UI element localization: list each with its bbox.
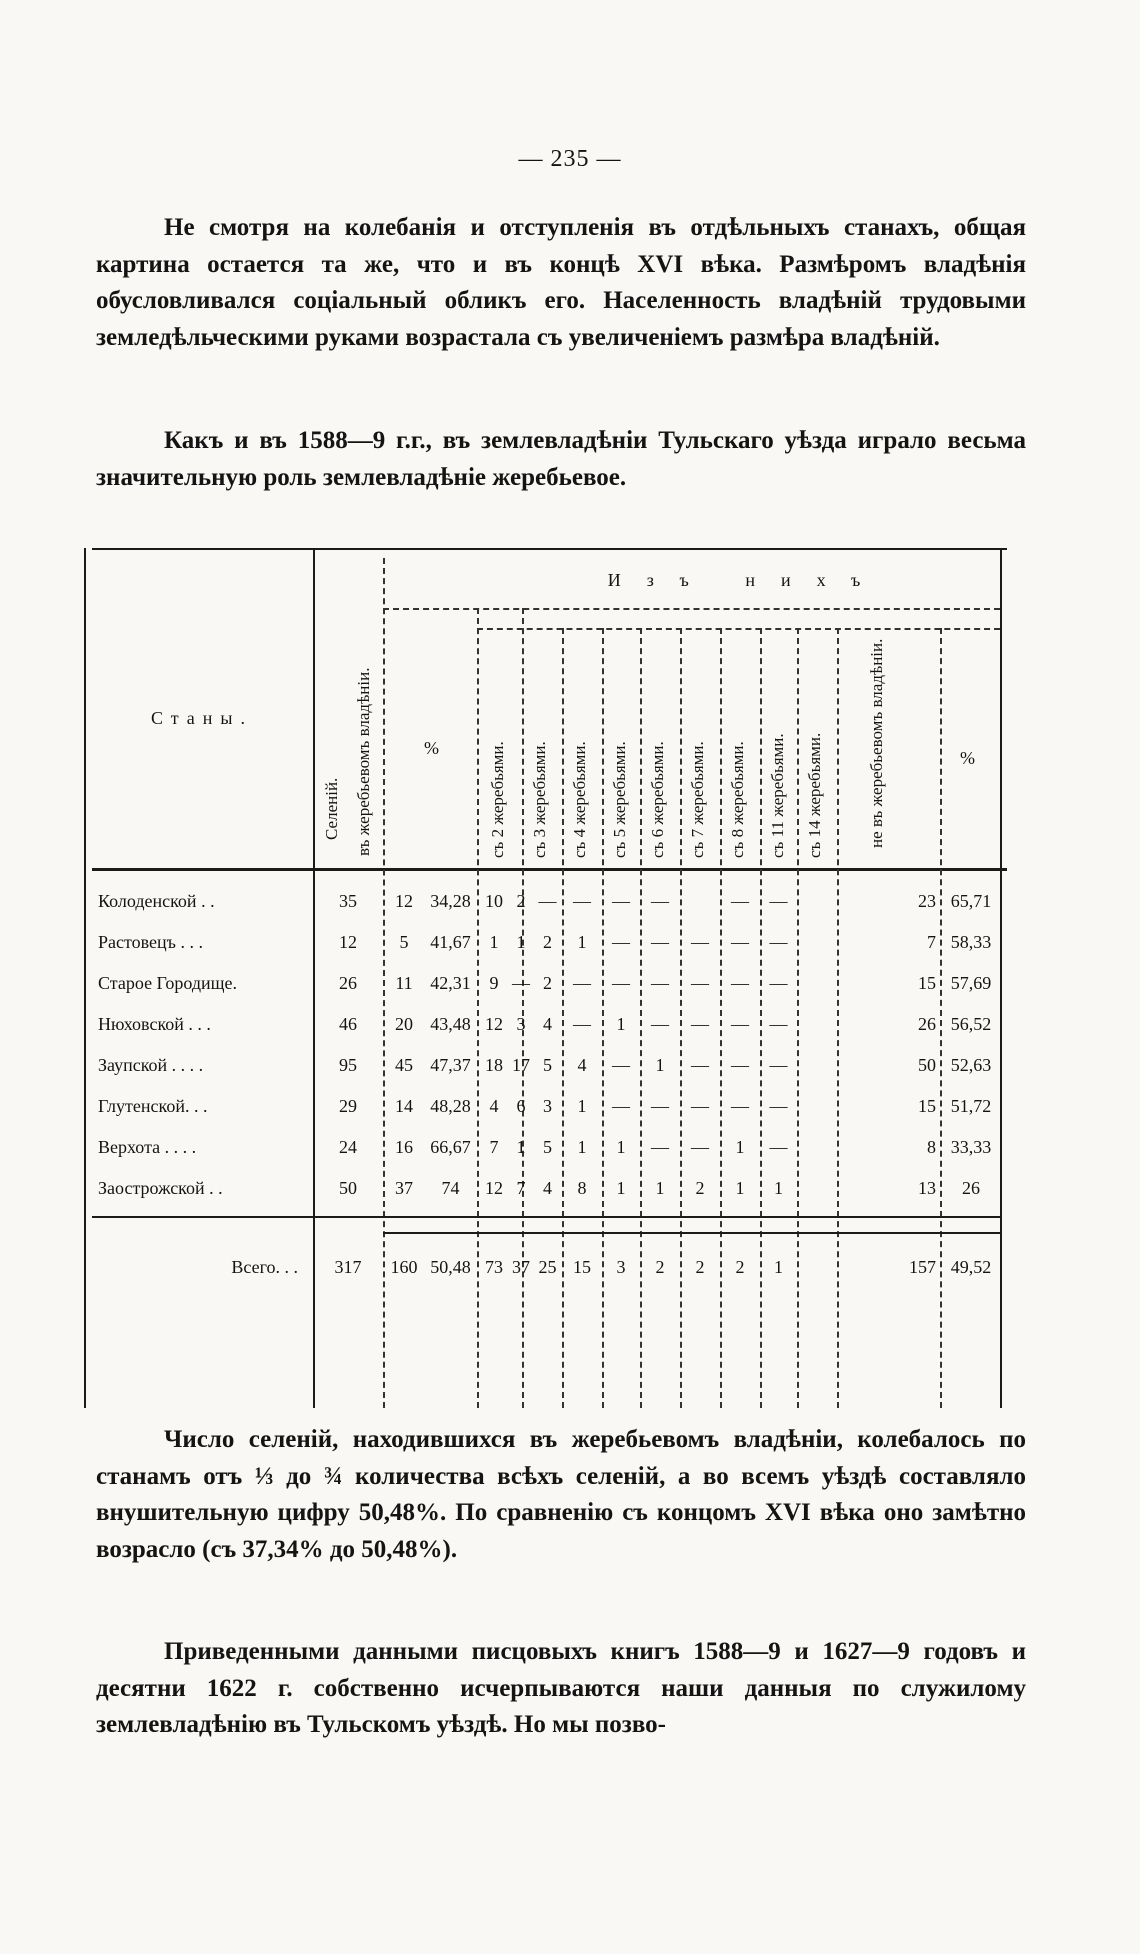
cell-pct: 50,48: [430, 1257, 471, 1277]
cell-ne-v: 8: [927, 1137, 936, 1157]
cell-selenii: 26: [339, 973, 357, 993]
cell-selenii: 50: [339, 1178, 357, 1198]
cell-s14: —: [769, 1137, 788, 1157]
cell-s7: —: [651, 932, 669, 952]
cell-s3: 2: [516, 891, 526, 911]
cell-s5: 15: [573, 1257, 591, 1277]
cell-s6: —: [612, 891, 630, 911]
cell-selenii: 95: [339, 1055, 357, 1075]
cell-s2: 12: [485, 1178, 503, 1198]
header-pct: %: [424, 738, 439, 758]
cell-s5: —: [573, 1014, 591, 1034]
cell-s7: —: [651, 891, 669, 911]
header-s4: съ 4 жеребьями.: [570, 741, 589, 858]
row-name: Старое Городище.: [98, 973, 237, 993]
paragraph-2: [96, 423, 1026, 496]
paragraph-2-text: Какъ и въ 1588—9 г.г., въ землевладѣніи Тульскаго уѣзда играло весьма значительную роль землевладѣніе жеребьевое.: [96, 427, 1026, 491]
cell-ne-v: 157: [909, 1257, 936, 1277]
header-stany: Станы.: [150, 708, 254, 728]
header-s5: съ 5 жеребьями.: [610, 741, 629, 858]
cell-s8: —: [691, 932, 709, 952]
cell-pct2: 51,72: [950, 1096, 992, 1116]
cell-s3: 7: [516, 1178, 526, 1198]
header-s8: съ 8 жеребьями.: [728, 741, 747, 858]
header-group: Изъ нихъ: [607, 570, 887, 590]
cell-s7: —: [651, 1096, 669, 1116]
cell-s5: 8: [577, 1178, 587, 1198]
cell-s4: 2: [543, 973, 552, 993]
cell-s5: 1: [577, 932, 587, 952]
cell-s8: 2: [695, 1178, 705, 1198]
header-s7: съ 7 жеребьями.: [688, 741, 707, 858]
cell-s5: 1: [577, 1096, 587, 1116]
header-s6: съ 6 жеребьями.: [648, 741, 667, 858]
cell-pct: 66,67: [430, 1137, 471, 1157]
cell-s4: 5: [543, 1137, 552, 1157]
paragraph-4: [96, 1634, 1026, 1744]
cell-s2: 1: [489, 932, 499, 952]
cell-s11: 2: [735, 1257, 745, 1277]
cell-s2: 12: [485, 1014, 503, 1034]
cell-s6: —: [612, 973, 630, 993]
cell-zhereb: 14: [395, 1096, 413, 1116]
cell-s14: —: [769, 1055, 788, 1075]
cell-s5: 4: [577, 1055, 587, 1075]
table-row: [92, 923, 1007, 961]
cell-s11: —: [731, 1014, 749, 1034]
cell-pct: 34,28: [430, 891, 471, 911]
cell-pct: 41,67: [430, 932, 471, 952]
cell-pct: 74: [441, 1178, 460, 1198]
paragraph-4-text: Приведенными данными писцовыхъ книгъ 1588—9 и 1627—9 годовъ и десятни 1622 г. собственно исчерпываются наши данныя по служилому землевладѣнію въ Тульскомъ уѣздѣ. Но мы позво-: [96, 1638, 1026, 1738]
cell-s5: —: [573, 891, 591, 911]
cell-selenii: 12: [339, 932, 357, 952]
cell-s2: 73: [485, 1257, 503, 1277]
row-name: Заострожской . .: [98, 1178, 223, 1198]
cell-ne-v: 26: [918, 1014, 936, 1034]
table-total-row: [92, 1248, 1007, 1286]
cell-s8: —: [691, 1055, 709, 1075]
cell-pct: 42,31: [430, 973, 471, 993]
cell-s3: 17: [512, 1055, 530, 1075]
page-number: — 235 —: [518, 146, 622, 172]
cell-pct2: 58,33: [950, 932, 992, 952]
cell-s14: —: [769, 1014, 788, 1034]
cell-ne-v: 23: [918, 891, 936, 911]
row-name: Верхота . . . .: [98, 1137, 197, 1157]
cell-s3: —: [512, 973, 530, 993]
cell-s11: —: [731, 1055, 749, 1075]
cell-selenii: 24: [339, 1137, 357, 1157]
row-name: Заупской . . . .: [98, 1055, 204, 1075]
cell-s4: —: [538, 891, 557, 911]
cell-s11: 1: [735, 1137, 745, 1157]
cell-zhereb: 11: [395, 973, 413, 993]
cell-s6: —: [612, 1055, 630, 1075]
cell-s6: 1: [616, 1137, 626, 1157]
cell-s14: —: [769, 1096, 788, 1116]
cell-zhereb: 37: [395, 1178, 413, 1198]
cell-s7: —: [651, 1014, 669, 1034]
cell-s6: —: [612, 932, 630, 952]
cell-pct2: 33,33: [950, 1137, 992, 1157]
cell-pct2: 56,52: [950, 1014, 992, 1034]
cell-pct2: 52,63: [950, 1055, 992, 1075]
paragraph-1: [96, 210, 1026, 356]
cell-s7: 1: [655, 1055, 665, 1075]
cell-selenii: 317: [334, 1257, 362, 1277]
cell-s7: 2: [655, 1257, 665, 1277]
cell-zhereb: 20: [395, 1014, 413, 1034]
data-table: [92, 548, 1007, 1408]
cell-s11: —: [731, 1096, 749, 1116]
cell-s2: 10: [485, 891, 503, 911]
cell-pct: 48,28: [430, 1096, 471, 1116]
cell-s11: —: [731, 973, 749, 993]
cell-s3: 37: [512, 1257, 530, 1277]
paragraph-3: [96, 1422, 1026, 1568]
cell-s4: 5: [543, 1055, 552, 1075]
cell-ne-v: 15: [918, 1096, 936, 1116]
header-s11: съ 11 жеребьями.: [768, 733, 787, 858]
cell-s14: 1: [774, 1257, 783, 1277]
cell-s3: 1: [516, 1137, 526, 1157]
cell-pct: 43,48: [430, 1014, 471, 1034]
cell-s4: 4: [543, 1014, 552, 1034]
cell-zhereb: 160: [390, 1257, 418, 1277]
cell-s2: 7: [489, 1137, 499, 1157]
table-row: [92, 1005, 1007, 1043]
header-s2: съ 2 жеребьями.: [488, 741, 507, 858]
cell-s3: 1: [516, 932, 526, 952]
cell-s2: 18: [485, 1055, 503, 1075]
cell-s8: 2: [695, 1257, 705, 1277]
cell-s7: —: [651, 1137, 669, 1157]
cell-pct2: 26: [962, 1178, 980, 1198]
cell-s3: 3: [516, 1014, 526, 1034]
header-ne-v: не въ жеребьевомъ владѣніи.: [867, 638, 886, 848]
cell-ne-v: 13: [918, 1178, 936, 1198]
cell-s6: 1: [616, 1178, 626, 1198]
cell-zhereb: 16: [395, 1137, 413, 1157]
paragraph-1-text: Не смотря на колебанія и отступленія въ отдѣльныхъ станахъ, общая картина остается та же, что и въ концѣ XVI вѣка. Размѣромъ владѣнія обусловливался соціальный обликъ его. Населенность владѣній трудовыми земледѣльческими руками возрастала съ увеличеніемъ размѣра владѣній.: [96, 214, 1026, 351]
cell-zhereb: 45: [395, 1055, 413, 1075]
cell-s5: 1: [577, 1137, 587, 1157]
cell-pct2: 49,52: [950, 1257, 992, 1277]
row-name: Колоденской . .: [98, 891, 215, 911]
header-s14: съ 14 жеребьями.: [805, 732, 824, 858]
table-row: [92, 1087, 1007, 1125]
header-s3: съ 3 жеребьями.: [530, 741, 549, 858]
cell-s8: —: [691, 1137, 709, 1157]
cell-s11: 1: [735, 1178, 745, 1198]
cell-s5: —: [573, 973, 591, 993]
cell-s8: [681, 882, 719, 920]
header-pct2: %: [960, 748, 975, 768]
header-v-zhereb: въ жеребьевомъ владѣніи.: [354, 667, 373, 856]
cell-s14: 1: [774, 1178, 783, 1198]
cell-s6: 1: [616, 1014, 626, 1034]
cell-s14: —: [769, 891, 788, 911]
cell-s11: —: [731, 932, 749, 952]
cell-selenii: 46: [339, 1014, 357, 1034]
cell-s14: —: [769, 932, 788, 952]
cell-s2: 4: [489, 1096, 499, 1116]
cell-zhereb: 5: [399, 932, 409, 952]
cell-pct2: 65,71: [950, 891, 992, 911]
cell-s4: 4: [543, 1178, 552, 1198]
cell-ne-v: 7: [927, 932, 936, 952]
cell-s4: 25: [538, 1257, 557, 1277]
cell-s11: —: [731, 891, 749, 911]
cell-s8: —: [691, 1096, 709, 1116]
table-row: [92, 1128, 1007, 1166]
cell-s3: 6: [516, 1096, 526, 1116]
header-selenii: Селеній.: [322, 777, 341, 840]
cell-selenii: 35: [339, 891, 357, 911]
cell-s6: 3: [616, 1257, 626, 1277]
cell-s7: 1: [655, 1178, 665, 1198]
cell-s4: 3: [543, 1096, 552, 1116]
table-row: [92, 1046, 1007, 1084]
table-row: [92, 1169, 1007, 1207]
row-name: Растовецъ . . .: [98, 932, 203, 952]
cell-s14: —: [769, 973, 788, 993]
cell-pct2: 57,69: [950, 973, 992, 993]
cell-s8: —: [691, 973, 709, 993]
cell-s8: —: [691, 1014, 709, 1034]
cell-ne-v: 50: [918, 1055, 936, 1075]
cell-s4: 2: [543, 932, 552, 952]
cell-zhereb: 12: [395, 891, 413, 911]
row-name: Всего. . .: [231, 1257, 298, 1277]
cell-s7: —: [651, 973, 669, 993]
table-row: [92, 964, 1007, 1002]
row-name: Нюховской . . .: [98, 1014, 211, 1034]
cell-ne-v: 15: [918, 973, 936, 993]
table-row: [92, 882, 1007, 920]
cell-s6: —: [612, 1096, 630, 1116]
paragraph-3-text: Число селеній, находившихся въ жеребьевомъ владѣніи, колебалось по станамъ отъ ⅓ до ¾ количества всѣхъ селеній, а во всемъ уѣздѣ составляло внушительную цифру 50,48%. По сравненію съ концомъ XVI вѣка оно замѣтно возрасло (съ 37,34% до 50,48%).: [96, 1426, 1026, 1563]
cell-pct: 47,37: [430, 1055, 471, 1075]
cell-selenii: 29: [339, 1096, 357, 1116]
row-name: Глутенской. . .: [98, 1096, 208, 1116]
cell-s2: 9: [489, 973, 499, 993]
